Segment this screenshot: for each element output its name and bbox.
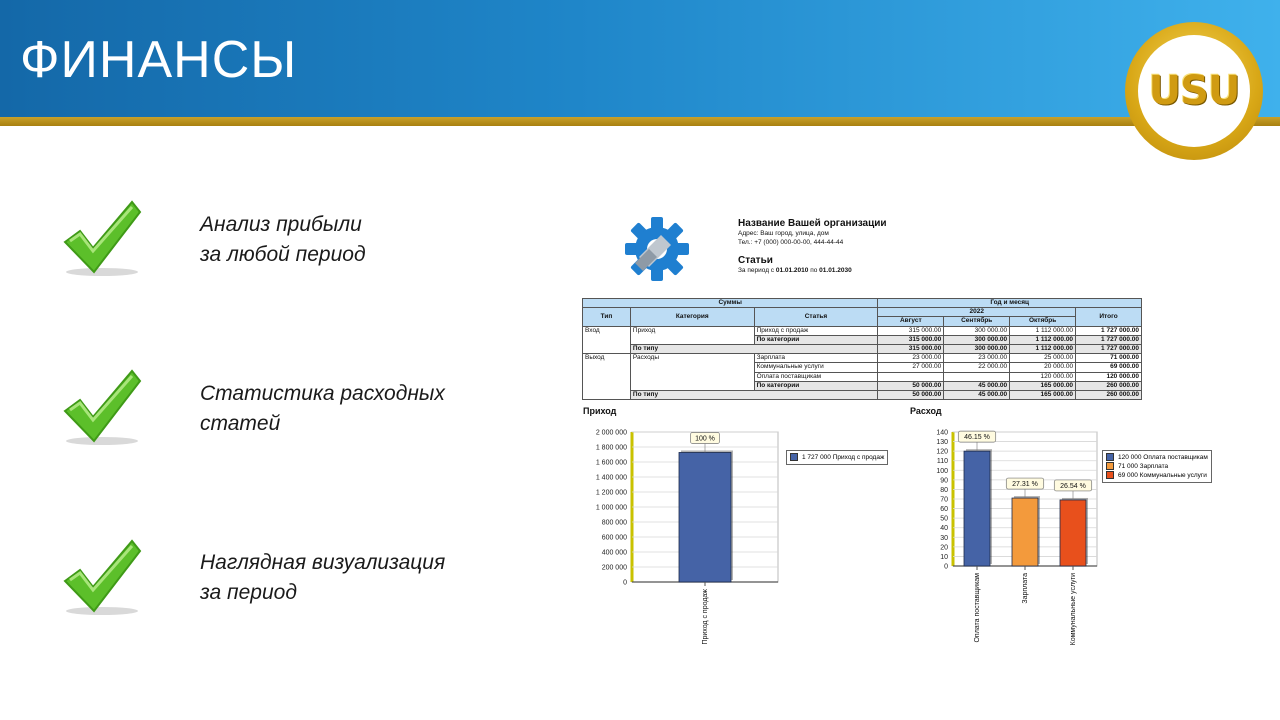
y-tick-label: 30 (940, 534, 948, 542)
y-tick-label: 1 400 000 (595, 474, 627, 482)
table-row: По категории 315 000.00 300 000.00 1 112 000.00 1 727 000.00 (583, 335, 1142, 344)
table-row: Коммунальные услуги 27 000.00 22 000.00 20 000.00 69 000.00 (583, 363, 1142, 372)
y-tick-label: 200 000 (601, 564, 627, 572)
y-tick-label: 10 (940, 553, 948, 561)
y-tick-label: 2 000 000 (595, 429, 627, 437)
bar (964, 451, 990, 566)
y-tick-label: 110 (936, 458, 948, 466)
bar (1012, 498, 1038, 566)
feature-1 (200, 210, 366, 270)
th-sums: Суммы (583, 299, 878, 308)
y-tick-label: 80 (940, 486, 948, 494)
y-tick-label: 400 000 (601, 549, 627, 557)
y-tick-label: 90 (940, 477, 948, 485)
feature-1-line1: Анализ прибыли (200, 213, 362, 236)
chart-income-legend (786, 450, 888, 465)
table-row: Вход Приход Приход с продаж 315 000.00 300 000.00 1 112 000.00 1 727 000.00 (583, 326, 1142, 335)
y-tick-label: 600 000 (601, 534, 627, 542)
feature-3 (200, 548, 445, 608)
report-period: За период с 01.01.2010 по 01.01.2030 (738, 267, 852, 274)
table-row: Оплата поставщикам 120 000.00 120 000.00 (583, 372, 1142, 381)
y-tick-label: 800 000 (601, 519, 627, 527)
x-tick-label: Зарплата (1022, 573, 1029, 604)
checkmark-icon (60, 537, 145, 617)
y-tick-label: 100 (936, 467, 948, 475)
th-category: Категория (630, 308, 754, 326)
chart-expense-legend (1102, 450, 1212, 483)
header-rule (0, 117, 1280, 126)
y-tick-label: 60 (940, 506, 948, 514)
y-tick-label: 1 800 000 (595, 444, 627, 452)
x-tick-label: Оплата поставщикам (974, 573, 981, 643)
bar (679, 452, 731, 582)
y-tick-label: 0 (623, 579, 627, 587)
y-tick-label: 0 (944, 563, 948, 571)
report-table (582, 298, 1142, 400)
report-section-title: Статьи (738, 255, 773, 266)
table-row: Выход Расходы Зарплата 23 000.00 23 000.00 25 000.00 71 000.00 (583, 354, 1142, 363)
y-tick-label: 120 (936, 448, 948, 456)
x-tick-label: Приход с продаж (702, 589, 709, 645)
th-year: 2022 (878, 308, 1076, 317)
legend-item: 120 000 Оплата поставщикам (1106, 453, 1208, 462)
gear-icon (622, 214, 692, 284)
bar (1060, 500, 1086, 566)
table-row: По категории 50 000.00 45 000.00 165 000.00 260 000.00 (583, 381, 1142, 390)
data-label: 26.54 % (1060, 482, 1086, 490)
table-row: По типу 315 000.00 300 000.00 1 112 000.00 1 727 000.00 (583, 344, 1142, 353)
feature-2-line2: статей (200, 412, 281, 435)
legend-item: 1 727 000 Приход с продаж (790, 453, 884, 462)
y-tick-label: 140 (936, 429, 948, 437)
data-label: 46.15 % (964, 434, 990, 442)
chart-income-title: Приход (583, 406, 617, 416)
y-tick-label: 1 000 000 (595, 504, 627, 512)
th-type: Тип (583, 308, 631, 326)
feature-3-line2: за период (200, 581, 297, 604)
y-tick-label: 70 (940, 496, 948, 504)
feature-2 (200, 379, 445, 439)
data-label: 27.31 % (1012, 481, 1038, 489)
y-tick-label: 40 (940, 525, 948, 533)
th-month: Сентябрь (944, 317, 1010, 326)
org-name: Название Вашей организации (738, 218, 887, 229)
feature-2-line1: Статистика расходных (200, 382, 445, 405)
legend-item: 69 000 Коммунальные услуги (1106, 471, 1208, 480)
org-address: Адрес: Ваш город, улица, дом (738, 230, 829, 237)
y-tick-label: 50 (940, 515, 948, 523)
feature-1-line2: за любой период (200, 243, 366, 266)
legend-item: 71 000 Зарплата (1106, 462, 1208, 471)
th-month: Октябрь (1010, 317, 1076, 326)
org-phone: Тел.: +7 (000) 000-00-00, 444-44-44 (738, 239, 844, 246)
org-info (738, 218, 887, 275)
checkmark-icon (60, 367, 145, 447)
th-total: Итого (1076, 308, 1142, 326)
y-tick-label: 1 200 000 (595, 489, 627, 497)
th-article: Статья (754, 308, 878, 326)
feature-3-line1: Наглядная визуализация (200, 551, 446, 574)
logo-text: USU (1148, 68, 1240, 114)
usu-logo (1125, 22, 1263, 160)
slide-title: ФИНАНСЫ (20, 31, 298, 89)
y-tick-label: 1 600 000 (595, 459, 627, 467)
y-tick-label: 20 (940, 544, 948, 552)
data-label: 100 % (695, 435, 715, 443)
chart-expense-title: Расход (910, 406, 942, 416)
y-tick-label: 130 (936, 439, 948, 447)
checkmark-icon (60, 198, 145, 278)
th-yearmonth: Год и месяц (878, 299, 1142, 308)
x-tick-label: Коммунальные услуги (1070, 573, 1077, 646)
table-row: По типу 50 000.00 45 000.00 165 000.00 260 000.00 (583, 390, 1142, 399)
th-month: Август (878, 317, 944, 326)
